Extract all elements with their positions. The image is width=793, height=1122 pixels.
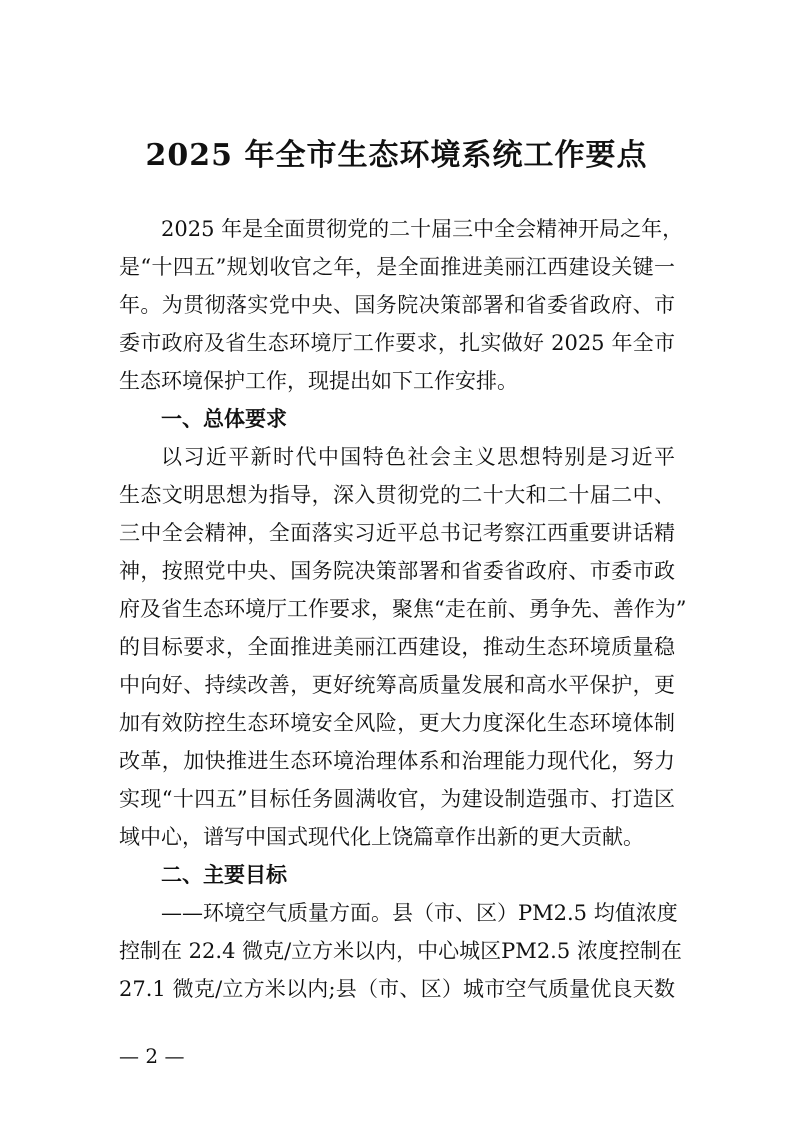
intro-line: 2025 年是全面贯彻党的二十届三中全会精神开局之年，	[161, 217, 684, 241]
section1-line: 实现“十四五”目标任务圆满收官，为建设制造强市、打造区	[119, 787, 675, 811]
intro-line: 是“十四五”规划收官之年，是全面推进美丽江西建设关键一	[119, 255, 675, 279]
section1-line: 的目标要求，全面推进美丽江西建设，推动生态环境质量稳	[119, 635, 675, 659]
document-title: 2025 年全市生态环境系统工作要点	[145, 138, 648, 173]
section2-line: 27.1 微克/立方米以内;县（市、区）城市空气质量优良天数	[119, 977, 675, 1001]
section1-line: 改革，加快推进生态环境治理体系和治理能力现代化，努力	[119, 749, 675, 773]
section1-line: 域中心，谱写中国式现代化上饶篇章作出新的更大贡献。	[119, 825, 644, 849]
section1-line: 加有效防控生态环境安全风险，更大力度深化生态环境体制	[119, 711, 675, 735]
intro-line: 委市政府及省生态环境厅工作要求，扎实做好 2025 年全市	[119, 331, 675, 355]
section1-line: 府及省生态环境厅工作要求，聚焦“走在前、勇争先、善作为”	[119, 597, 687, 621]
section1-line: 神，按照党中央、国务院决策部署和省委省政府、市委市政	[119, 559, 675, 583]
page-number: — 2 —	[119, 1044, 185, 1068]
section1-line: 中向好、持续改善，更好统筹高质量发展和高水平保护，更	[119, 673, 675, 697]
section-heading-main-goals: 二、主要目标	[161, 863, 287, 887]
section1-line: 生态文明思想为指导，深入贯彻党的二十大和二十届二中、	[119, 483, 675, 507]
section-heading-overall-requirements: 一、总体要求	[161, 407, 287, 431]
intro-line: 年。为贯彻落实党中央、国务院决策部署和省委省政府、市	[119, 293, 675, 317]
intro-line: 生态环境保护工作，现提出如下工作安排。	[119, 369, 518, 393]
section1-line: 以习近平新时代中国特色社会主义思想特别是习近平	[161, 445, 675, 469]
section2-line: 控制在 22.4 微克/立方米以内，中心城区PM2.5 浓度控制在	[119, 939, 682, 963]
document-body	[119, 210, 687, 1008]
section1-line: 三中全会精神，全面落实习近平总书记考察江西重要讲话精	[119, 521, 675, 545]
section2-line: ——环境空气质量方面。县（市、区）PM2.5 均值浓度	[161, 901, 678, 925]
